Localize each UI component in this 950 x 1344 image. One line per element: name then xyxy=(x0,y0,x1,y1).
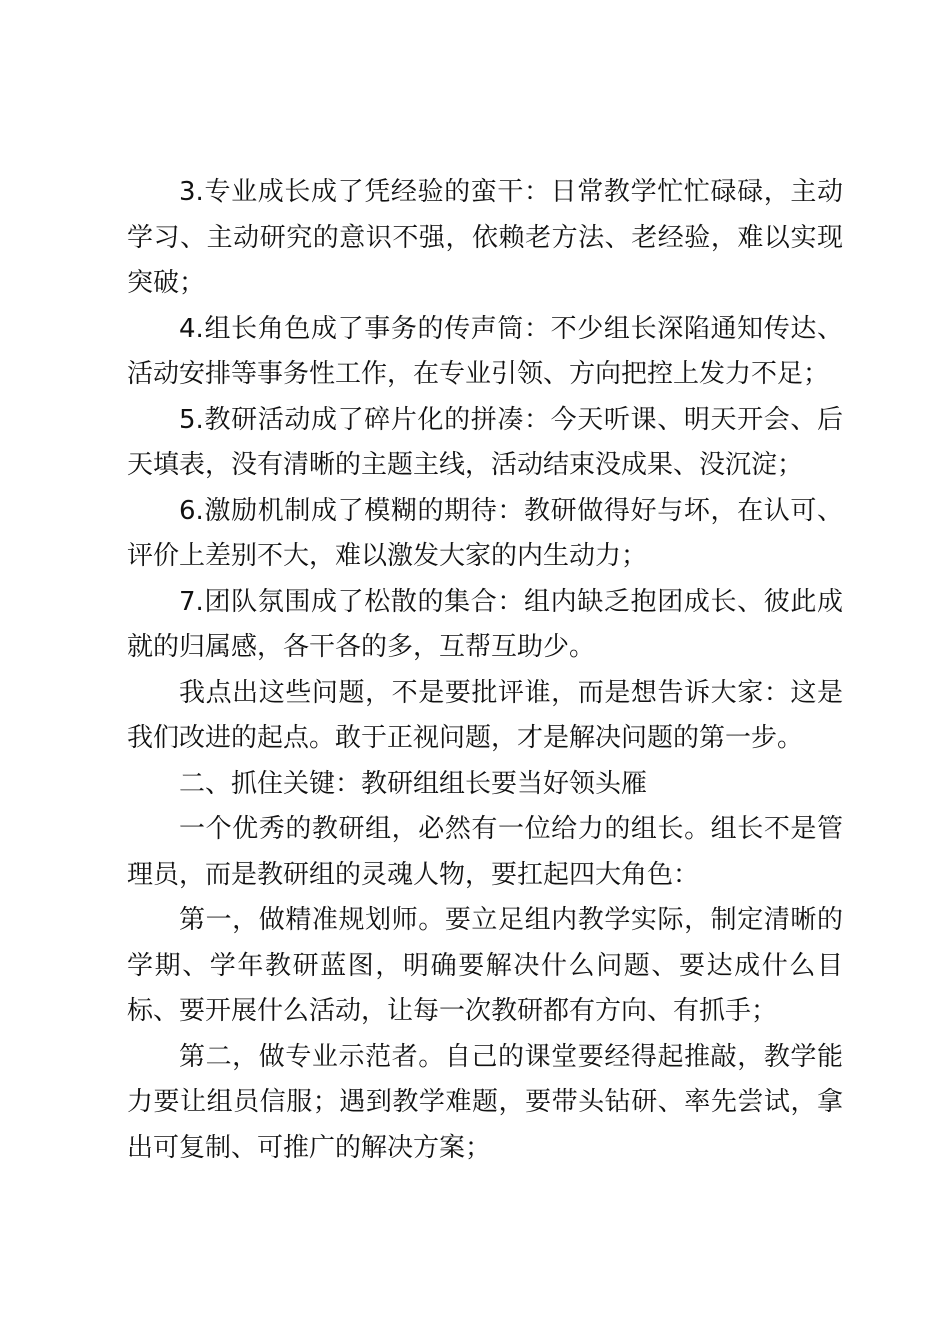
paragraph-item-3: 3.专业成长成了凭经验的蛮干：日常教学忙忙碌碌，主动学习、主动研究的意识不强，依赖老方法、老经验，难以实现突破； xyxy=(127,177,843,298)
section-heading: 二、抓住关键：教研组组长要当好领头雁 xyxy=(179,768,648,799)
paragraph-item-5: 5.教研活动成了碎片化的拼凑：今天听课、明天开会、后天填表，没有清晰的主题主线，活动结束没成果、没沉淀； xyxy=(127,404,843,480)
paragraph-item-6: 6.激励机制成了模糊的期待：教研做得好与坏，在认可、评价上差别不大，难以激发大家的内生动力； xyxy=(127,495,843,571)
paragraph-role-2: 第二，做专业示范者。自己的课堂要经得起推敲，教学能力要让组员信服；遇到教学难题，要带头钻研、率先尝试，拿出可复制、可推广的解决方案； xyxy=(127,1041,843,1163)
paragraph-summary: 我点出这些问题，不是要批评谁，而是想告诉大家：这是我们改进的起点。敢于正视问题，才是解决问题的第一步。 xyxy=(127,677,843,753)
paragraph-item-4: 4.组长角色成了事务的传声筒：不少组长深陷通知传达、活动安排等事务性工作，在专业引领、方向把控上发力不足； xyxy=(127,313,843,389)
paragraph-item-7: 7.团队氛围成了松散的集合：组内缺乏抱团成长、彼此成就的归属感，各干各的多，互帮互助少。 xyxy=(127,586,843,662)
paragraph-intro: 一个优秀的教研组，必然有一位给力的组长。组长不是管理员，而是教研组的灵魂人物，要扛起四大角色： xyxy=(127,814,843,890)
paragraph-role-1: 第一，做精准规划师。要立足组内教学实际，制定清晰的学期、学年教研蓝图，明确要解决什么问题、要达成什么目标、要开展什么活动，让每一次教研都有方向、有抓手； xyxy=(127,905,843,1026)
document-body xyxy=(127,170,843,1171)
